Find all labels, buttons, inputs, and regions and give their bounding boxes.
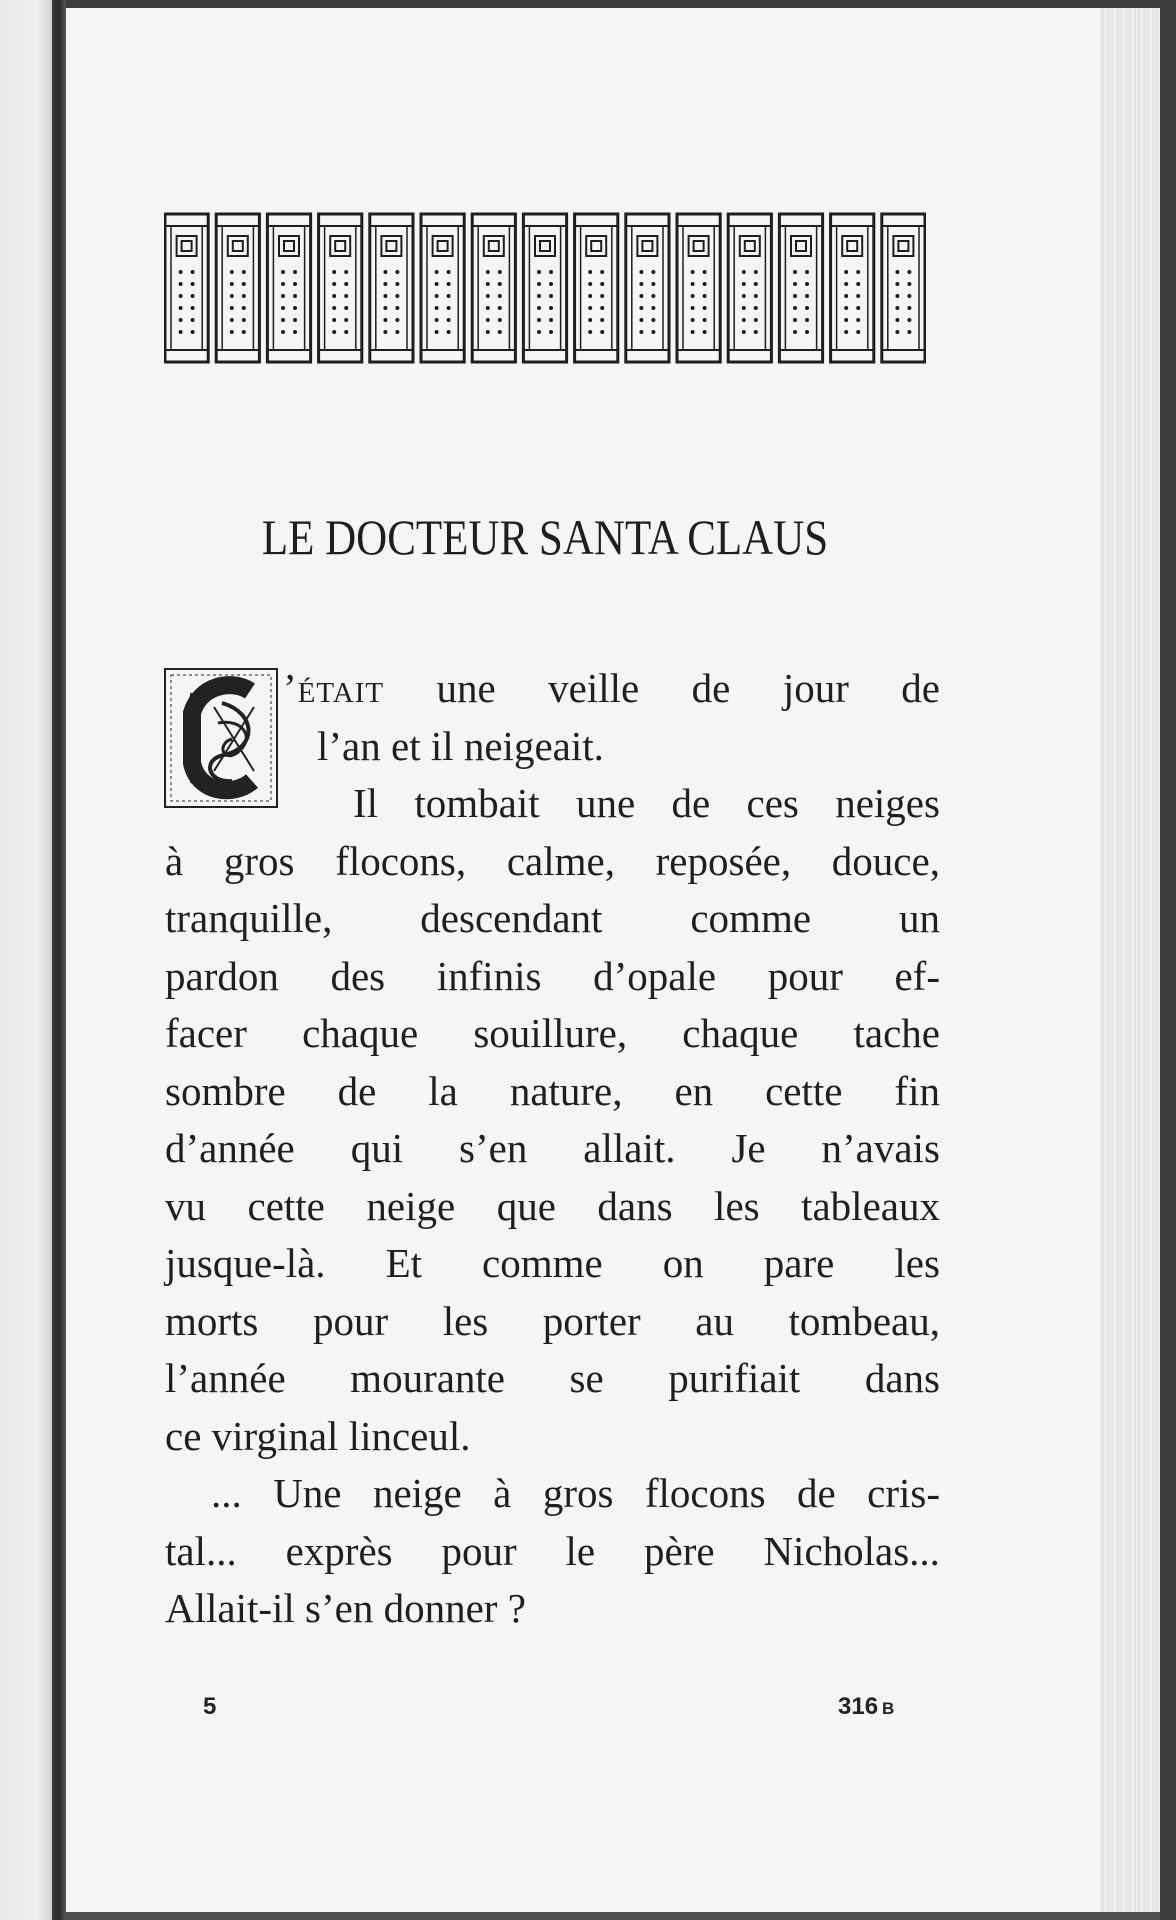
ornament-column — [575, 214, 618, 362]
page-number: 5 — [203, 1693, 217, 1720]
word: allait. — [583, 1125, 676, 1171]
text-line: Allait-il s’en donner ? — [165, 1585, 526, 1631]
book-gutter — [52, 0, 66, 1920]
word: les — [442, 1297, 489, 1344]
word: comme — [690, 895, 812, 941]
word: exprès — [285, 1527, 393, 1574]
page-stack-edge — [1100, 8, 1160, 1912]
text-line — [165, 1178, 940, 1236]
word: de — [691, 665, 731, 711]
previous-page-edge — [0, 0, 52, 1920]
word: dans — [864, 1355, 940, 1401]
word: de — [901, 665, 940, 711]
text-line — [165, 1293, 940, 1351]
word: les — [894, 1240, 940, 1286]
word: la — [428, 1067, 458, 1114]
ornament-column — [523, 214, 566, 362]
word: le — [565, 1527, 596, 1574]
word: d’opale — [593, 952, 717, 999]
text-line — [165, 1063, 940, 1121]
word: Une — [273, 1470, 342, 1516]
word: flocons, — [335, 837, 467, 884]
word: tombeau, — [788, 1297, 940, 1344]
word: de — [671, 780, 711, 826]
word: porter — [542, 1297, 641, 1344]
word: morts — [165, 1297, 259, 1344]
text-line: ce virginal linceul. — [165, 1412, 471, 1459]
word: cette — [247, 1182, 325, 1229]
word: tableaux — [801, 1182, 940, 1229]
word: n’avais — [821, 1125, 940, 1171]
word: Nicholas... — [763, 1527, 940, 1574]
ornament-column — [216, 214, 259, 362]
text-line — [353, 775, 940, 833]
word: nature, — [509, 1067, 623, 1114]
text-line — [165, 890, 940, 948]
word: tombait — [414, 780, 540, 826]
text-line — [165, 948, 940, 1006]
word: d’année — [165, 1125, 295, 1171]
word: comme — [482, 1240, 603, 1286]
word: Je — [731, 1125, 766, 1171]
ornament-column — [831, 214, 874, 362]
text-line: l’an et il neigeait. — [317, 722, 604, 769]
ornament-column — [370, 214, 413, 362]
word: neige — [372, 1470, 462, 1516]
word: de — [337, 1067, 377, 1114]
word: Il — [353, 780, 379, 826]
ornament-column — [472, 214, 515, 362]
word: souillure, — [473, 1010, 628, 1056]
text-line — [165, 833, 940, 891]
ornament-column — [267, 214, 310, 362]
word: à — [493, 1470, 512, 1516]
word: pardon — [165, 952, 279, 999]
word: s’en — [459, 1125, 528, 1171]
word: mourante — [350, 1355, 506, 1401]
opening-word: ’était — [283, 665, 385, 711]
word: pour — [441, 1527, 517, 1574]
word: veille — [548, 665, 640, 711]
text-line — [283, 660, 940, 718]
word: à — [165, 837, 184, 884]
word: reposée, — [655, 837, 792, 884]
word: chaque — [682, 1010, 799, 1056]
word: une — [436, 665, 496, 711]
word: tal... — [165, 1527, 237, 1574]
ornament-column — [421, 214, 464, 362]
decorative-header-band — [164, 212, 926, 364]
word: au — [695, 1297, 734, 1344]
ornament-column — [779, 214, 822, 362]
printer-signature — [838, 1693, 894, 1721]
word: cris- — [867, 1470, 940, 1516]
word: gros — [223, 837, 295, 884]
word: purifiait — [668, 1355, 801, 1401]
word: descendant — [420, 895, 603, 941]
text-line — [165, 1120, 940, 1178]
text-line — [165, 1235, 940, 1293]
text-line — [211, 1465, 940, 1523]
ornament-column — [728, 214, 771, 362]
word: ... — [211, 1470, 242, 1516]
word: pare — [763, 1240, 835, 1286]
chapter-title: LE DOCTEUR SANTA CLAUS — [261, 509, 829, 565]
word: flocons — [644, 1470, 766, 1516]
ornament-column — [319, 214, 362, 362]
word: ces — [746, 780, 799, 826]
word: douce, — [831, 837, 940, 884]
word: gros — [542, 1470, 614, 1516]
word: une — [575, 780, 636, 826]
word: que — [496, 1182, 556, 1229]
word: facer — [165, 1010, 247, 1056]
word: vu — [165, 1182, 206, 1229]
scan-right-border — [1160, 0, 1176, 1920]
word: jour — [782, 665, 849, 711]
signature-number: 316 — [838, 1693, 879, 1720]
word: chaque — [302, 1010, 419, 1056]
word: tranquille, — [165, 895, 333, 941]
word: dans — [597, 1182, 673, 1229]
word: tache — [853, 1010, 940, 1056]
text-line — [165, 1005, 940, 1063]
word: les — [714, 1182, 760, 1229]
word: infinis — [436, 952, 542, 999]
word: père — [644, 1527, 715, 1574]
word: des — [330, 952, 386, 999]
word: fin — [894, 1067, 940, 1114]
word: Et — [385, 1240, 423, 1286]
word: en — [674, 1067, 714, 1114]
word: neige — [366, 1182, 456, 1229]
word: un — [898, 895, 940, 941]
word: calme, — [506, 837, 615, 884]
word: neiges — [835, 780, 940, 826]
word: se — [569, 1355, 604, 1401]
text-line — [165, 1523, 940, 1581]
word: jusque-là. — [165, 1240, 326, 1286]
text-line — [165, 1350, 940, 1408]
word: sombre — [165, 1067, 286, 1114]
word: de — [797, 1470, 836, 1516]
word: on — [662, 1240, 704, 1286]
ornament-column — [677, 214, 720, 362]
signature-letter: B — [882, 1699, 895, 1718]
ornament-column — [626, 214, 669, 362]
word: pour — [767, 952, 843, 999]
word: pour — [312, 1297, 389, 1344]
word: l’année — [165, 1355, 286, 1401]
body-text — [165, 660, 940, 1638]
word: cette — [765, 1067, 843, 1114]
word: qui — [350, 1125, 404, 1171]
word: ef- — [894, 952, 940, 999]
ornament-column — [882, 214, 925, 362]
ornament-column — [165, 214, 208, 362]
